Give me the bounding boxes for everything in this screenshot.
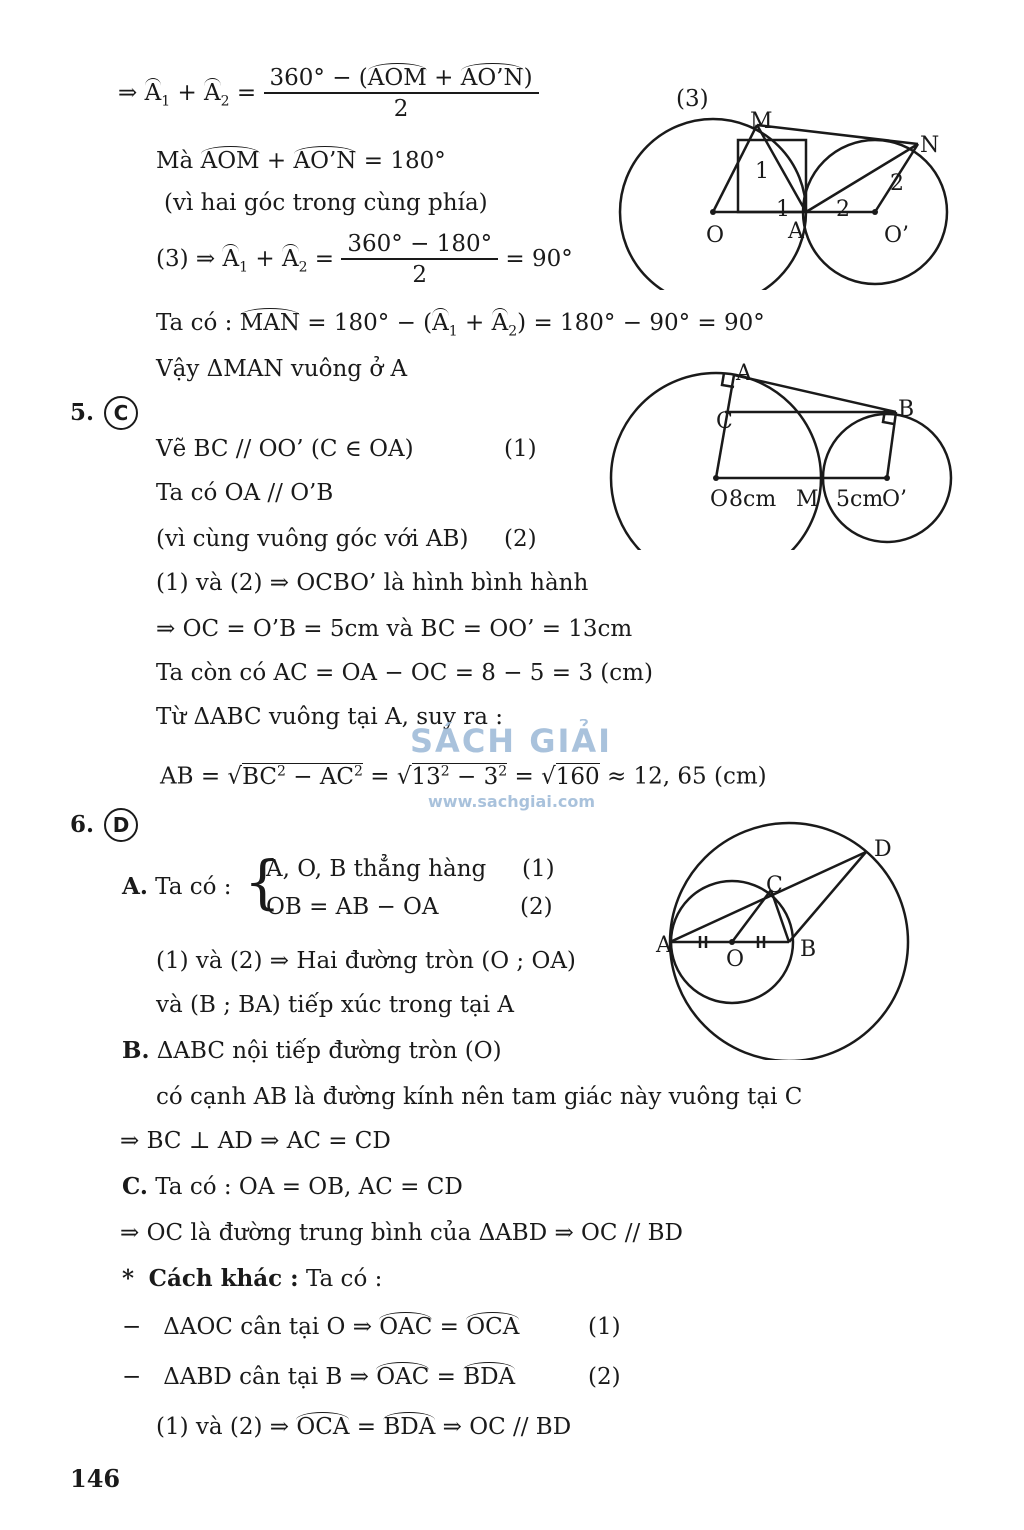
watermark-url: www.sachgiai.com	[428, 792, 596, 811]
page-number: 146	[70, 1464, 121, 1493]
step-5-3: (vì cùng vuông góc với AB)	[156, 526, 469, 552]
label-O: O	[706, 223, 725, 248]
label-A: A	[656, 933, 672, 958]
label-O: O	[710, 487, 729, 512]
part-a-intro: A. Ta có :	[122, 873, 232, 900]
tag-5-2: (2)	[504, 526, 537, 552]
step-5-8: AB = $√BC^2 - AC^2 = √13^2 - 3^2 = √160 \approx 12$, 65 (cm)	[160, 763, 767, 790]
label-A: A	[736, 361, 752, 386]
eq-ninety: (3) ⇒ $A_1 + A_2$ = $\frac{360^\circ - 180^\circ}{2}$ = 90°	[156, 231, 573, 288]
alt-tag-1: (1)	[588, 1314, 621, 1340]
label-angle-N2: 2	[890, 171, 904, 196]
alt-step-1: − ΔAOC cân tại O ⇒ OAC = OCA	[122, 1314, 520, 1340]
label-B: B	[800, 937, 817, 962]
label-N: N	[920, 133, 940, 158]
step-6a-3: (1) và (2) ⇒ Hai đường tròn (O ; OA)	[156, 948, 576, 974]
label-O-prime: O’	[884, 223, 910, 248]
label-M: M	[796, 487, 819, 512]
system-tag-2: (2)	[520, 894, 553, 920]
eq-sum-angles: ⇒ $A_1 + A_2$ = $\frac{\text{360° − (AOM + AO’N)}}{2}$	[118, 64, 539, 124]
part-b-3: ⇒ BC ⊥ AD ⇒ AC = CD	[120, 1128, 391, 1154]
part-b-1: B. ΔABC nội tiếp đường tròn (O)	[122, 1037, 502, 1064]
figure-internal-tangent	[650, 820, 930, 1060]
step-5-7: Từ ΔABC vuông tại A, suy ra :	[156, 704, 503, 730]
label-angle-1: 1	[755, 159, 769, 184]
system-line-1: A, O, B thẳng hàng	[266, 856, 487, 882]
label-radius-5: 5cm	[836, 487, 884, 512]
brace: {	[244, 848, 281, 916]
step-5-1: Vẽ BC // OO’ (C ∈ OA)	[156, 436, 414, 462]
label-C: C	[766, 873, 783, 898]
alt-step-3: (1) và (2) ⇒ OCA = BDA ⇒ OC // BD	[156, 1414, 572, 1440]
figure-tangent-circles-mn	[610, 100, 960, 290]
label-A: A	[788, 219, 804, 244]
label-angle-A2: 2	[836, 197, 850, 222]
label-O-prime: O’	[882, 487, 908, 512]
fraction: $\frac{360^\circ - 180^\circ}{2}$	[341, 230, 498, 290]
label-3: (3)	[676, 86, 709, 112]
problem-number-6: 6. D	[70, 808, 138, 842]
label-M: M	[750, 109, 773, 134]
alt-tag-2: (2)	[588, 1364, 621, 1390]
part-c-1: C. Ta có : OA = OB, AC = CD	[122, 1173, 463, 1200]
step-5-4: (1) và (2) ⇒ OCBO’ là hình bình hành	[156, 570, 589, 596]
answer-badge: D	[104, 808, 138, 842]
part-c-2: ⇒ OC là đường trung bình của ΔABD ⇒ OC // BD	[120, 1220, 683, 1246]
system-tag-1: (1)	[522, 856, 555, 882]
step-5-5: ⇒ OC = O’B = 5cm và BC = OO’ = 13cm	[156, 616, 633, 642]
label-D: D	[874, 837, 892, 862]
conclusion-4: Vậy ΔMAN vuông ở A	[156, 356, 408, 382]
note-same-side: (vì hai góc trong cùng phía)	[164, 190, 488, 216]
alt-step-2: − ΔABD cân tại B ⇒ OAC = BDA	[122, 1364, 516, 1390]
step-5-6: Ta còn có AC = OA − OC = 8 − 5 = 3 (cm)	[156, 660, 653, 686]
eq-man: Ta có : MAN = $180^\circ - (A_1 + A_2) = 180^\circ - 90^\circ = 90^\circ$	[156, 310, 765, 340]
eq-aom-aon: Mà AOM + AO’N = 180°	[156, 148, 446, 174]
label-angle-A1: 1	[776, 197, 790, 222]
watermark-logo: SÁCH GIẢI	[410, 722, 613, 760]
label-radius-8: 8cm	[729, 487, 777, 512]
system-line-2: OB = AB − OA	[266, 894, 439, 920]
part-b-2: có cạnh AB là đường kính nên tam giác này vuông tại C	[156, 1084, 803, 1110]
step-5-2: Ta có OA // O’B	[156, 480, 334, 506]
label-O: O	[726, 947, 745, 972]
fraction: $\frac{\text{360° − (AOM + AO’N)}}{2}$	[264, 64, 539, 124]
figure-common-tangent	[600, 360, 960, 550]
alt-heading: * Cách khác : Ta có :	[122, 1265, 383, 1292]
problem-number-5: 5. C	[70, 396, 138, 430]
tag-5-1: (1)	[504, 436, 537, 462]
label-B: B	[898, 397, 915, 422]
answer-badge: C	[104, 396, 138, 430]
step-6a-4: và (B ; BA) tiếp xúc trong tại A	[156, 992, 514, 1018]
label-C: C	[716, 409, 733, 434]
